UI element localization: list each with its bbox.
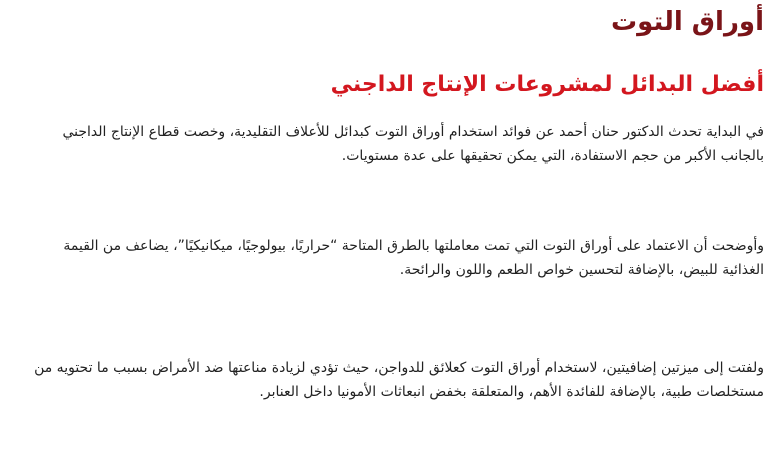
paragraph-1: في البداية تحدث الدكتور حنان أحمد عن فوائد استخدام أوراق التوت كبدائل للأعلاف التقليدية، وخصت قطاع الإنتاج الداجني بالجانب الأكبر من حجم الاستفادة، التي يمكن تحقيقها على عدة مستويات. bbox=[62, 124, 764, 164]
page-title: أوراق التوت bbox=[611, 7, 764, 37]
article-subtitle: أفضل البدائل لمشروعات الإنتاج الداجني bbox=[330, 72, 764, 97]
paragraph-2: وأوضحت أن الاعتماد على أوراق التوت التي تمت معاملتها بالطرق المتاحة “حراريًا، بيولوجيًا، ميكانيكيًا”، يضاعف من القيمة الغذائية للبيض، بالإضافة لتحسين خواص الطعم واللون والرائحة. bbox=[63, 238, 764, 278]
paragraph-3: ولفتت إلى ميزتين إضافيتين، لاستخدام أوراق التوت كعلائق للدواجن، حيث تؤدي لزيادة مناعتها ضد الأمراض بسبب ما تحتويه من مستخلصات طبية، بالإضافة للفائدة الأهم، والمتعلقة بخفض انبعاثات الأمونيا داخل العنابر. bbox=[34, 360, 764, 400]
